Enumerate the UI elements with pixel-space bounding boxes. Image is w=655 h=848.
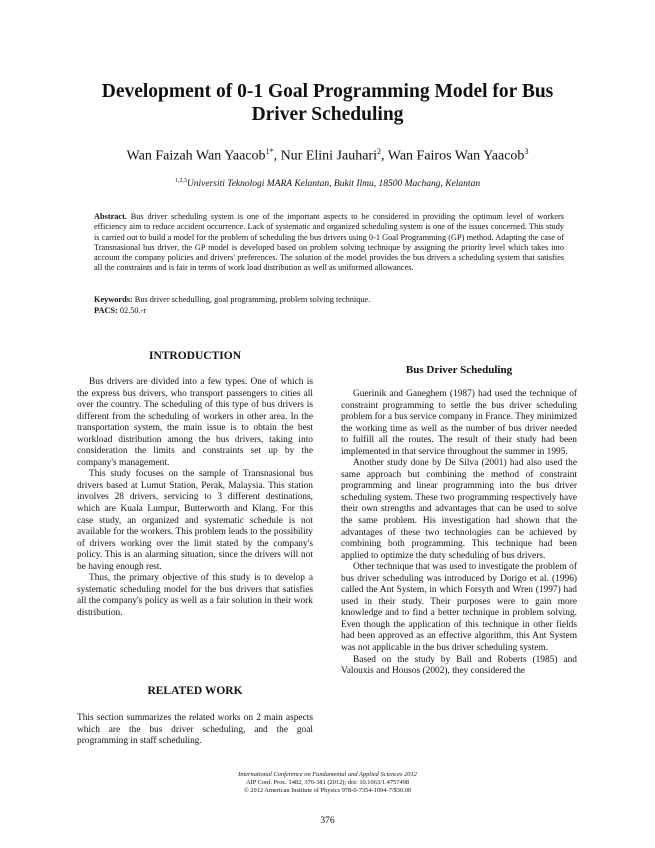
page-number: 376	[320, 816, 335, 826]
paragraph: Other technique that was used to investigate the problem of bus driver scheduling was introduced by Dorigo et al. (1996) called the Ant System, in which Forsyth and Wren (1997) had used in their study. Their purposes were to gain more knowledge and to find a better technique in problem solving. Even though the application of this technique in other fields had been approved as an effective algorithm, this Ant System was not applicable in the bus driver scheduling system.	[341, 562, 577, 654]
pacs-text: 02.50.-r	[117, 306, 147, 315]
affiliation-text: Universiti Teknologi MARA Kelantan, Bukit Ilmu, 18500 Machang, Kelantan	[186, 179, 481, 190]
title-line-2: Driver Scheduling	[251, 104, 404, 125]
paragraph: Thus, the primary objective of this study is to develop a systematic scheduling model for the bus drivers that satisfies all the company's policy as well as a fair solution in their work distribution.	[77, 573, 313, 618]
keywords-text: Bus driver schedulling, goal programming, problem solving technique.	[132, 295, 371, 304]
author-separator: ,	[273, 148, 281, 164]
author-affiliation-mark: 2	[376, 147, 381, 156]
pacs-label: PACS:	[94, 306, 118, 315]
affiliation-mark: 1,2,3	[174, 178, 187, 184]
footer-copyright: © 2012 American Institute of Physics 978-0-7354-1094-7/$30.00	[243, 787, 412, 794]
paragraph: Guerinik and Ganeghem (1987) had used the technique of constraint programming to settle the bus driver scheduling problem for a bus service company in France. They minimized the working time as well as the number of bus driver needed to fulfill all the routes. The result of their study had been implemented in that service throughout the summer in 1995.	[341, 389, 577, 457]
abstract-label: Abstract.	[94, 212, 127, 221]
author-separator: ,	[380, 148, 388, 164]
affiliation	[40, 178, 615, 189]
paragraph: Based on the study by Ball and Roberts (1985) and Valouxis and Housos (2002), they considered the	[341, 654, 577, 677]
author-name: Nur Elini Jauhari	[280, 148, 377, 164]
author-affiliation-mark: 1*	[265, 147, 274, 156]
related-work-body	[77, 713, 313, 748]
author-list	[40, 143, 615, 166]
abstract-text: Bus driver scheduling system is one of the important aspects to be considered in providing the optimum level of workers efficiency aim to reduce accident occurrence. Lack of systematic and organized scheduling system is one of the issues concerned. This study is carried out to build a model for the problem of scheduling the bus drivers using 0-1 Goal Programming (GP) method. Adapting the case of Transnasional bus driver, the GP model is developed based on problem solving technique by assigning the priority level which takes into account the company policies and drivers' preferences. The solution of the model provides the bus drivers a scheduling system that satisfies all the constraints and is fair in terms of work load distribution as well as uniformed allowances.	[94, 212, 564, 273]
paragraph: This study focuses on the sample of Transnasional bus drivers based at Lumut Station, Perak, Malaysia. This station involves 28 drivers, servicing to 3 different destinations, which are Kuala Lumpur, Butterworth and Klang. For this case study, an organized and systematic schedule is not available for the workers. This problem leads to the possibility of drivers working over the limit stated by the company's policy. This is an alarming situation, since the drivers will not be having enough rest.	[77, 469, 313, 572]
paragraph: This section summarizes the related works on 2 main aspects which are the bus driver scheduling, and the goal programming in staff scheduling.	[77, 713, 313, 747]
paragraph: Bus drivers are divided into a few types. One of which is the express bus drivers, who transport passengers to cities all over the country. The scheduling of this type of bus drivers is different from the scheduling of workers in other area. In the transportation system, the main issue is to obtain the best workload distribution among the bus drivers, taking into consideration the limits and constraints set up by the company's management.	[77, 377, 313, 468]
keywords-block	[94, 294, 564, 316]
abstract	[94, 212, 564, 274]
paragraph: Another study done by De Silva (2001) had also used the same approach but combining the method of constraint programming and linear programming into the bus driver scheduling system. These two programming respectively have their own strengths and advantages that can be used to solve the same problem. His investigation had shown that the advantages of these two technologies can be achieved by combining both programming. This technique had been applied to optimize the duty scheduling of bus drivers.	[341, 458, 577, 561]
footer	[120, 771, 535, 795]
author-name: Wan Fairos Wan Yaacob	[387, 148, 525, 164]
author-affiliation-mark: 3	[524, 147, 529, 156]
author-name: Wan Faizah Wan Yaacob	[126, 148, 266, 164]
footer-conference: International Conference on Fundamental and Applied Sciences 2012	[238, 771, 417, 778]
keywords-label: Keywords:	[94, 295, 133, 304]
footer-citation: AIP Conf. Proc. 1482, 376-381 (2012); doi: 10.1063/1.4757498	[245, 779, 410, 786]
paper-title	[60, 80, 595, 126]
title-line-1: Development of 0-1 Goal Programming Model for Bus	[101, 81, 554, 102]
bus-driver-scheduling-heading: Bus Driver Scheduling	[405, 364, 513, 376]
introduction-heading: INTRODUCTION	[148, 350, 241, 362]
related-work-heading: RELATED WORK	[147, 685, 243, 697]
introduction-body	[77, 377, 313, 619]
bus-driver-scheduling-body	[341, 389, 577, 678]
